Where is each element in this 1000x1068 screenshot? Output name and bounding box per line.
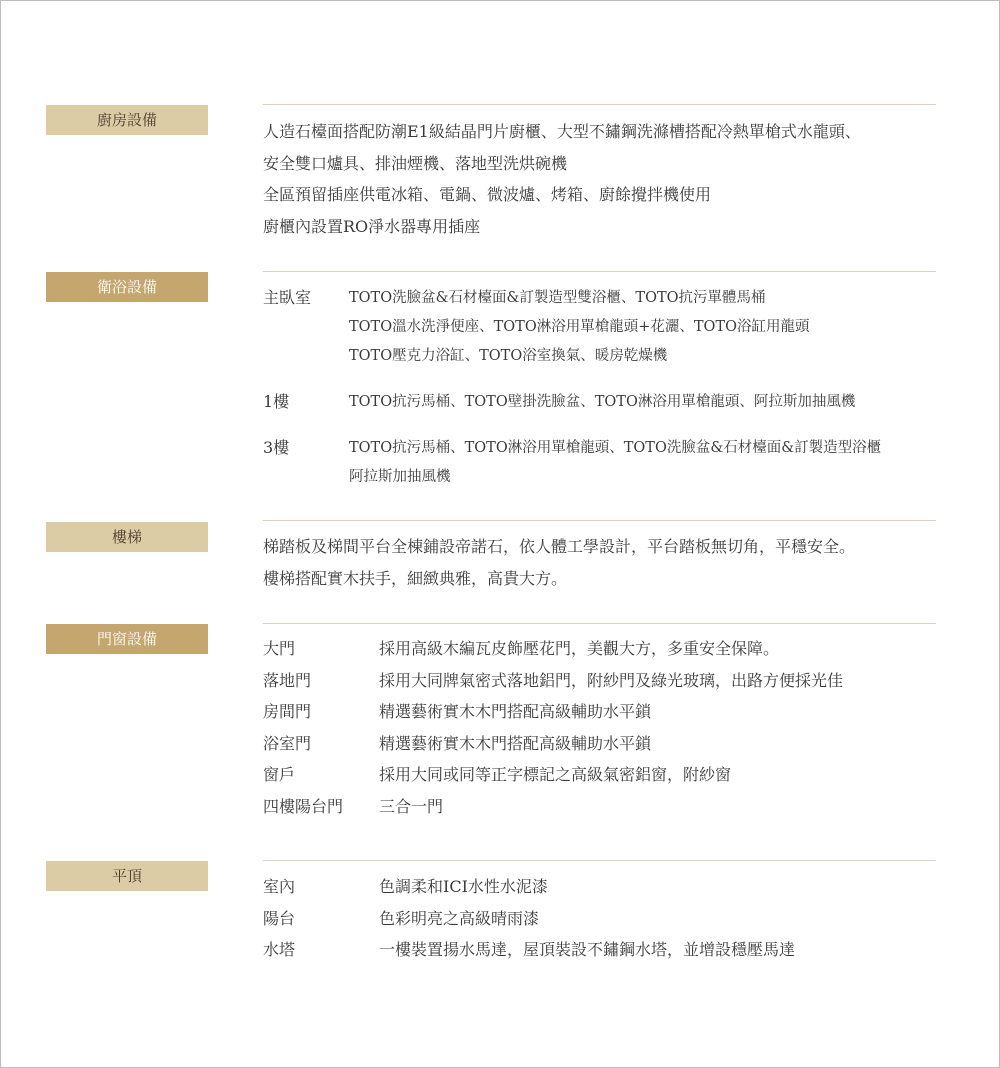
- stairs-line: 樓梯搭配實木扶手，細緻典雅，高貴大方。: [263, 568, 568, 588]
- bath-line: TOTO溫水洗淨便座、TOTO淋浴用單槍龍頭+花灑、TOTO浴缸用龍頭: [349, 319, 810, 335]
- bath-line: 阿拉斯加抽風機: [349, 469, 451, 485]
- doors-row: [263, 728, 936, 760]
- doors-row-text: 精選藝術實木木門搭配高級輔助水平鎖: [379, 702, 652, 721]
- doors-row-label: 浴室門: [263, 733, 312, 753]
- roof-row-label: 水塔: [263, 940, 296, 959]
- bath-tag: 衛浴設備: [46, 272, 208, 302]
- doors-row-label: 落地門: [263, 670, 312, 690]
- kitchen-line: 人造石檯面搭配防潮E1級結晶門片廚櫃、大型不鏽鋼洗滌槽搭配冷熱單槍式水龍頭、: [263, 122, 861, 141]
- stairs-line: 梯踏板及梯間平台全棟鋪設帝諾石，依人體工學設計，平台踏板無切角，平穩安全。: [263, 537, 856, 556]
- kitchen-line: 全區預留插座供電冰箱、電鍋、微波爐、烤箱、廚餘攪拌機使用: [263, 185, 712, 204]
- bath-row-3f: [263, 433, 936, 492]
- roof-row: [263, 934, 936, 966]
- bath-row-master: [263, 283, 936, 371]
- roof-row: [263, 903, 936, 935]
- doors-row-text: 採用高級木編瓦皮飾壓花門，美觀大方，多重安全保障。: [379, 639, 780, 658]
- doors-row-label: 房間門: [263, 702, 312, 721]
- roof-row: [263, 871, 936, 903]
- bath-row-text: [349, 283, 810, 371]
- bath-line: TOTO洗臉盆&石材檯面&訂製造型雙浴櫃、TOTO抗污單體馬桶: [349, 290, 766, 306]
- roof-row-label: 陽台: [263, 908, 296, 928]
- kitchen-content: [263, 104, 936, 242]
- kitchen-tag: 廚房設備: [46, 105, 208, 135]
- doors-row: [263, 791, 936, 823]
- bath-row-label: 1樓: [263, 392, 290, 411]
- doors-row: [263, 665, 936, 697]
- doors-tag: 門窗設備: [46, 624, 208, 654]
- doors-row-text: 精選藝術實木木門搭配高級輔助水平鎖: [379, 733, 652, 753]
- roof-content: [263, 860, 936, 966]
- roof-tag: 平頂: [46, 861, 208, 891]
- doors-row: [263, 759, 936, 791]
- kitchen-line: 廚櫃內設置RO淨水器專用插座: [263, 216, 481, 236]
- roof-row-text: 一樓裝置揚水馬達，屋頂裝設不鏽鋼水塔，並增設穩壓馬達: [379, 940, 796, 959]
- roof-row-text: 色調柔和ICI水性水泥漆: [379, 877, 548, 896]
- bath-row-label: 3樓: [263, 438, 290, 457]
- bath-line: TOTO抗污馬桶、TOTO淋浴用單槍龍頭、TOTO洗臉盆&石材檯面&訂製造型浴櫃: [349, 440, 882, 456]
- roof-row-label: 室內: [263, 877, 296, 896]
- doors-row: [263, 696, 936, 728]
- bath-row-text: [349, 433, 881, 492]
- roof-row-text: 色彩明亮之高級晴雨漆: [379, 908, 540, 928]
- stairs-content: [263, 520, 936, 594]
- doors-content: [263, 623, 936, 822]
- doors-row-label: 窗戶: [263, 765, 296, 784]
- bath-row-text: [349, 387, 855, 417]
- doors-row-label: 四樓陽台門: [263, 796, 344, 816]
- doors-row: [263, 633, 936, 665]
- bath-row-label: 主臥室: [263, 288, 312, 307]
- bath-line: TOTO抗污馬桶、TOTO壁掛洗臉盆、TOTO淋浴用單槍龍頭、阿拉斯加抽風機: [349, 394, 856, 410]
- kitchen-line: 安全雙口爐具、排油煙機、落地型洗烘碗機: [263, 153, 568, 173]
- bath-content: [263, 271, 936, 492]
- doors-row-text: 採用大同牌氣密式落地鋁門，附紗門及綠光玻璃，出路方便採光佳: [379, 670, 844, 690]
- bath-line: TOTO壓克力浴缸、TOTO浴室換氣、暖房乾燥機: [349, 348, 668, 364]
- bath-row-1f: [263, 387, 936, 417]
- stairs-tag: 樓梯: [46, 522, 208, 552]
- doors-row-text: 採用大同或同等正字標記之高級氣密鋁窗，附紗窗: [379, 765, 732, 784]
- doors-row-label: 大門: [263, 639, 296, 658]
- doors-row-text: 三合一門: [379, 796, 444, 816]
